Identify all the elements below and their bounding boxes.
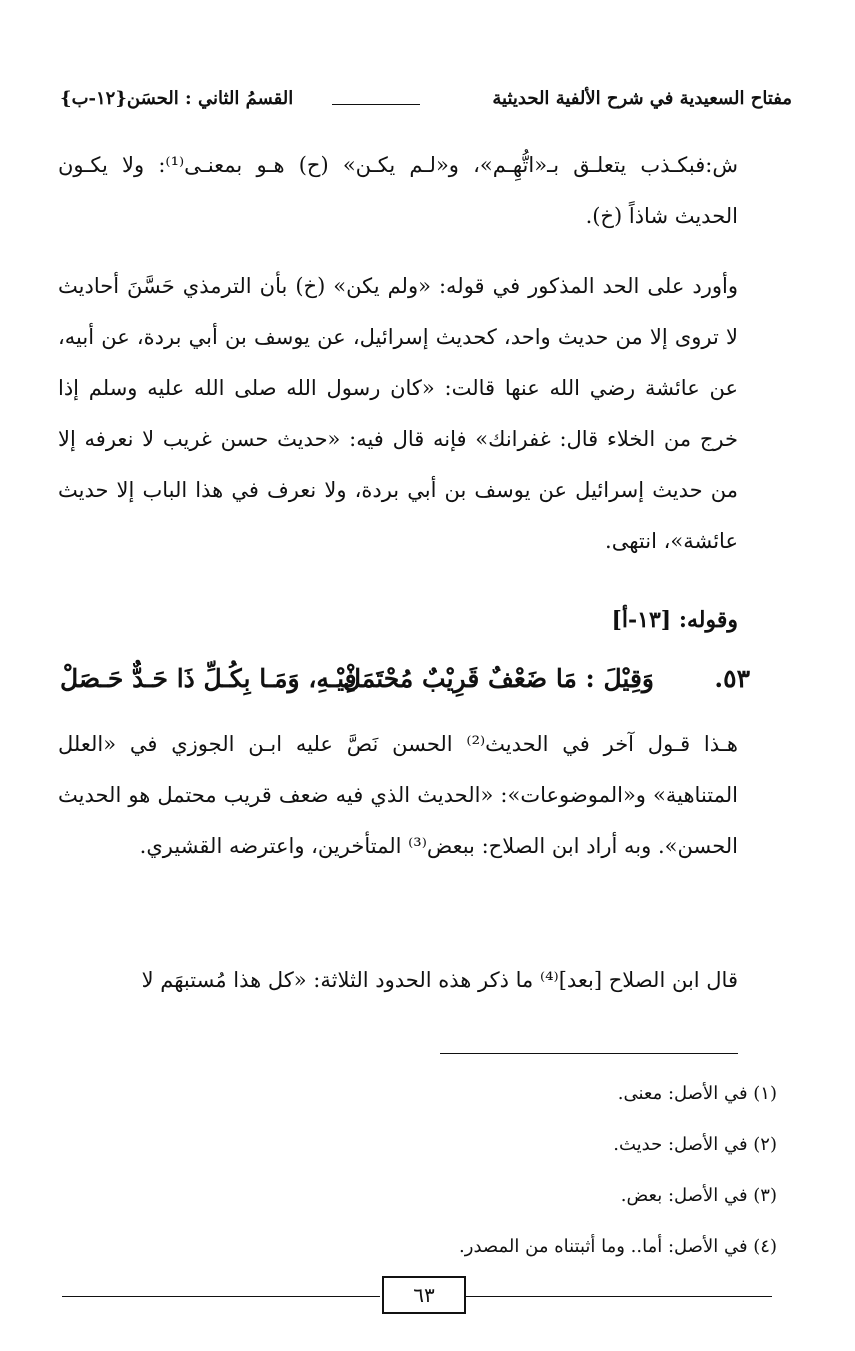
verse-first-hemistich: وَقِيْلَ : مَا ضَعْفٌ قَرِيْبٌ مُحْتَمَلْ: [342, 664, 654, 693]
footer-rule-left: [62, 1296, 380, 1297]
footnote-4: (٤) في الأصل: أما.. وما أثبتناه من المصدر.: [459, 1236, 777, 1257]
section-title: القسمُ الثاني : الحسَن{١٢-ب}: [60, 88, 294, 109]
running-header: [60, 84, 792, 114]
footnote-1: (١) في الأصل: معنى.: [617, 1083, 777, 1104]
paragraph-4: قال ابن الصلاح [بعد]⁽⁴⁾ ما ذكر هذه الحدود الثلاثة: «كل هذا مُستبهَم لا: [141, 968, 738, 992]
paragraph-2: وأورد على الحد المذكور في قوله: «ولم يكن» (خ) بأن الترمذي حَسَّنَ أحاديث لا تروى إلا من حديث واحد، كحديث إسرائيل، عن يوسف بن أبي بردة، عن أبيه، عن عائشة رضي الله عنها قالت: «كان رسول الله صلى الله عليه وسلم إذا خرج من الخلاء قال: غفرانك» فإنه قال فيه: «حديث حسن غريب لا نعرفه إلا من حديث إسرائيل عن يوسف بن أبي بردة، ولا نعرف في هذا الباب إلا حديث عائشة»، انتهى.: [58, 274, 738, 553]
header-rule: [332, 104, 420, 105]
book-title: مفتاح السعيدية في شرح الألفية الحديثية: [492, 88, 792, 109]
footnote-3: (٣) في الأصل: بعض.: [620, 1185, 777, 1206]
footer-rule-right: [462, 1296, 772, 1297]
verse-second-hemistich: فِيْـهِ، وَمَـا بِكُـلِّ ذَا حَـدٌّ حَـصَلْ: [60, 664, 357, 693]
footnotes: [300, 1073, 777, 1277]
footnote-2: (٢) في الأصل: حديث.: [613, 1134, 777, 1155]
verse-intro: وقوله: [١٣-أ]: [611, 607, 738, 633]
footnote-separator: [440, 1053, 738, 1054]
verse-number: ٥٣.: [714, 664, 750, 693]
paragraph-3: هـذا قـول آخر في الحديث⁽²⁾ الحسن نَصَّ عليه ابـن الجوزي في «العلل المتناهية» و«الموضوعات»: «الحديث الذي فيه ضعف قريب محتمل هو الحديث الحسن». وبه أراد ابن الصلاح: ببعض⁽³⁾ المتأخرين، واعترضه القشيري.: [58, 732, 738, 858]
paragraph-1: ش:فبكـذب يتعلـق بـ«اتُّهِـم»، و«لـم يكـن» (ح) هـو بمعنـى⁽¹⁾: ولا يكـون الحديث شاذاً (خ).: [58, 153, 738, 228]
page-number: ٦٣: [382, 1276, 466, 1314]
poem-verse: [60, 653, 750, 705]
